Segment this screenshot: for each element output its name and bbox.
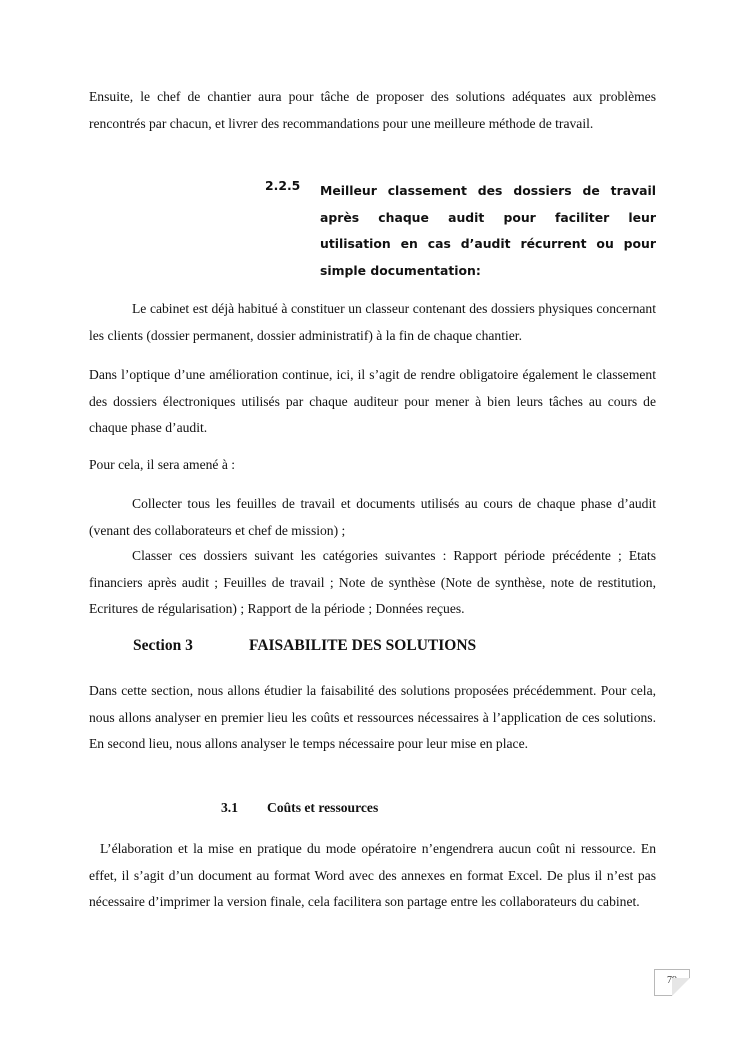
paragraph-intro: Ensuite, le chef de chantier aura pour tâche de proposer des solutions adéquates aux problèmes rencontrés par chacun, et livrer des recommandations pour une meilleure méthode de travail.: [89, 89, 656, 131]
subsection-3-1-number: 3.1: [221, 800, 238, 815]
page-number: 79: [654, 969, 690, 996]
list-item-classer: Classer ces dossiers suivant les catégories suivantes : Rapport période précédente ; Etats financiers après audit ; Feuilles de travail ; Note de synthèse (Note de synthèse, note de restitution, Ecritures de régularisation) ; Rapport de la période ; Données reçues.: [89, 548, 656, 616]
section-label: Section 3: [133, 637, 193, 654]
paragraph-pour-cela: Pour cela, il sera amené à :: [89, 457, 236, 472]
paragraph-couts: L’élaboration et la mise en pratique du mode opératoire n’engendrera aucun coût ni ressource. En effet, il s’agit d’un document au format Word avec des annexes en format Excel. De plus il n’est pas nécessaire d’imprimer la version finale, cela facilitera son partage entre les collaborateurs du cabinet.: [89, 841, 656, 909]
list-item-collecter: Collecter tous les feuilles de travail et documents utilisés au cours de chaque phase d’audit (venant des collaborateurs et chef de mission) ;: [89, 496, 656, 538]
subsection-3-1-title: Coûts et ressources: [267, 800, 379, 815]
section-title: FAISABILITE DES SOLUTIONS: [249, 637, 477, 654]
paragraph-optique: Dans l’optique d’une amélioration continue, ici, il s’agit de rendre obligatoire également le classement des dossiers électroniques utilisés par chaque auditeur pour mener à bien leurs tâches au cours de chaque phase d’audit.: [89, 367, 656, 435]
subsection-number: 2.2.5: [265, 178, 301, 193]
subsection-title: Meilleur classement des dossiers de travail après chaque audit pour faciliter leur utilisation en cas d’audit récurrent ou pour simple documentation:: [320, 183, 656, 278]
paragraph-section-intro: Dans cette section, nous allons étudier la faisabilité des solutions proposées précédemment. Pour cela, nous allons analyser en premier lieu les coûts et ressources nécessaires à l’application de ces solutions. En second lieu, nous allons analyser le temps nécessaire pour leur mise en place.: [89, 683, 656, 751]
paragraph-cabinet: Le cabinet est déjà habitué à constituer un classeur contenant des dossiers physiques concernant les clients (dossier permanent, dossier administratif) à la fin de chaque chantier.: [89, 301, 656, 343]
